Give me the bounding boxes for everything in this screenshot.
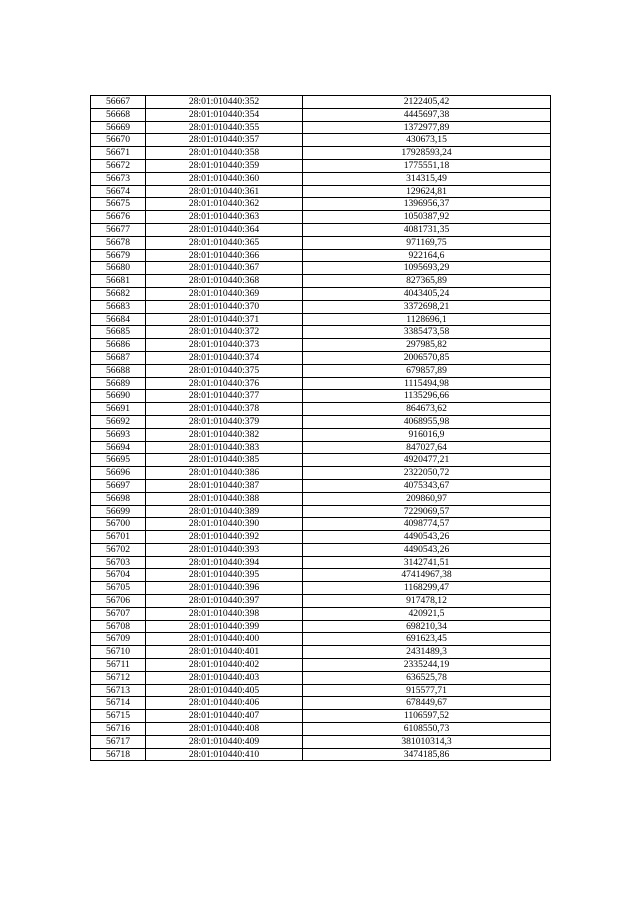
row-number-cell: 56716 bbox=[91, 723, 146, 736]
table-row bbox=[91, 403, 551, 416]
table-row bbox=[91, 185, 551, 198]
cadastral-number-cell: 28:01:010440:393 bbox=[146, 543, 303, 556]
cadastral-number-cell: 28:01:010440:368 bbox=[146, 275, 303, 288]
table-row bbox=[91, 543, 551, 556]
table-row bbox=[91, 249, 551, 262]
cadastral-value-cell: 1050387,92 bbox=[303, 211, 551, 224]
cadastral-number-cell: 28:01:010440:405 bbox=[146, 684, 303, 697]
table-row bbox=[91, 287, 551, 300]
cadastral-value-cell: 917478,12 bbox=[303, 595, 551, 608]
cadastral-value-cell: 2122405,42 bbox=[303, 96, 551, 109]
table-row bbox=[91, 172, 551, 185]
cadastral-value-cell: 314315,49 bbox=[303, 172, 551, 185]
cadastral-value-table bbox=[90, 95, 551, 761]
cadastral-number-cell: 28:01:010440:378 bbox=[146, 403, 303, 416]
cadastral-value-cell: 381010314,3 bbox=[303, 735, 551, 748]
table-row bbox=[91, 710, 551, 723]
row-number-cell: 56681 bbox=[91, 275, 146, 288]
table-row bbox=[91, 108, 551, 121]
cadastral-number-cell: 28:01:010440:389 bbox=[146, 505, 303, 518]
cadastral-value-cell: 2335244,19 bbox=[303, 659, 551, 672]
table-row bbox=[91, 659, 551, 672]
table-row bbox=[91, 531, 551, 544]
cadastral-number-cell: 28:01:010440:399 bbox=[146, 620, 303, 633]
table-row bbox=[91, 121, 551, 134]
row-number-cell: 56692 bbox=[91, 415, 146, 428]
row-number-cell: 56677 bbox=[91, 223, 146, 236]
row-number-cell: 56718 bbox=[91, 748, 146, 761]
cadastral-value-cell: 129624,81 bbox=[303, 185, 551, 198]
row-number-cell: 56670 bbox=[91, 134, 146, 147]
table-row bbox=[91, 223, 551, 236]
cadastral-number-cell: 28:01:010440:372 bbox=[146, 326, 303, 339]
row-number-cell: 56708 bbox=[91, 620, 146, 633]
cadastral-value-cell: 4445697,38 bbox=[303, 108, 551, 121]
cadastral-number-cell: 28:01:010440:357 bbox=[146, 134, 303, 147]
cadastral-number-cell: 28:01:010440:369 bbox=[146, 287, 303, 300]
table-row bbox=[91, 326, 551, 339]
cadastral-value-cell: 4920477,21 bbox=[303, 454, 551, 467]
table-row bbox=[91, 723, 551, 736]
table-row bbox=[91, 134, 551, 147]
row-number-cell: 56711 bbox=[91, 659, 146, 672]
table-row bbox=[91, 620, 551, 633]
cadastral-value-cell: 636525,78 bbox=[303, 671, 551, 684]
table-row bbox=[91, 454, 551, 467]
row-number-cell: 56704 bbox=[91, 569, 146, 582]
cadastral-value-cell: 3474185,86 bbox=[303, 748, 551, 761]
cadastral-number-cell: 28:01:010440:390 bbox=[146, 518, 303, 531]
cadastral-value-cell: 1396956,37 bbox=[303, 198, 551, 211]
cadastral-number-cell: 28:01:010440:362 bbox=[146, 198, 303, 211]
cadastral-value-cell: 7229069,57 bbox=[303, 505, 551, 518]
table-row bbox=[91, 236, 551, 249]
row-number-cell: 56697 bbox=[91, 479, 146, 492]
row-number-cell: 56700 bbox=[91, 518, 146, 531]
cadastral-number-cell: 28:01:010440:407 bbox=[146, 710, 303, 723]
cadastral-number-cell: 28:01:010440:366 bbox=[146, 249, 303, 262]
cadastral-number-cell: 28:01:010440:388 bbox=[146, 492, 303, 505]
table-row bbox=[91, 351, 551, 364]
cadastral-value-cell: 4068955,98 bbox=[303, 415, 551, 428]
cadastral-value-cell: 678449,67 bbox=[303, 697, 551, 710]
table-row bbox=[91, 505, 551, 518]
row-number-cell: 56689 bbox=[91, 377, 146, 390]
table-row bbox=[91, 313, 551, 326]
cadastral-value-cell: 679857,89 bbox=[303, 364, 551, 377]
cadastral-number-cell: 28:01:010440:392 bbox=[146, 531, 303, 544]
cadastral-value-cell: 2431489,3 bbox=[303, 646, 551, 659]
row-number-cell: 56705 bbox=[91, 582, 146, 595]
table-row bbox=[91, 300, 551, 313]
cadastral-value-cell: 47414967,38 bbox=[303, 569, 551, 582]
row-number-cell: 56698 bbox=[91, 492, 146, 505]
cadastral-number-cell: 28:01:010440:361 bbox=[146, 185, 303, 198]
cadastral-value-cell: 827365,89 bbox=[303, 275, 551, 288]
cadastral-value-cell: 698210,34 bbox=[303, 620, 551, 633]
row-number-cell: 56709 bbox=[91, 633, 146, 646]
row-number-cell: 56694 bbox=[91, 441, 146, 454]
table-row bbox=[91, 339, 551, 352]
table-row bbox=[91, 198, 551, 211]
row-number-cell: 56675 bbox=[91, 198, 146, 211]
cadastral-value-cell: 864673,62 bbox=[303, 403, 551, 416]
cadastral-number-cell: 28:01:010440:395 bbox=[146, 569, 303, 582]
cadastral-value-cell: 6108550,73 bbox=[303, 723, 551, 736]
row-number-cell: 56707 bbox=[91, 607, 146, 620]
cadastral-value-cell: 4098774,57 bbox=[303, 518, 551, 531]
cadastral-number-cell: 28:01:010440:396 bbox=[146, 582, 303, 595]
cadastral-value-cell: 297985,82 bbox=[303, 339, 551, 352]
cadastral-value-cell: 847027,64 bbox=[303, 441, 551, 454]
row-number-cell: 56687 bbox=[91, 351, 146, 364]
row-number-cell: 56690 bbox=[91, 390, 146, 403]
cadastral-value-cell: 2006570,85 bbox=[303, 351, 551, 364]
table-row bbox=[91, 275, 551, 288]
cadastral-number-cell: 28:01:010440:376 bbox=[146, 377, 303, 390]
row-number-cell: 56673 bbox=[91, 172, 146, 185]
row-number-cell: 56695 bbox=[91, 454, 146, 467]
cadastral-value-cell: 1775551,18 bbox=[303, 159, 551, 172]
row-number-cell: 56686 bbox=[91, 339, 146, 352]
table-row bbox=[91, 595, 551, 608]
cadastral-value-cell: 971169,75 bbox=[303, 236, 551, 249]
cadastral-value-cell: 922164,6 bbox=[303, 249, 551, 262]
row-number-cell: 56712 bbox=[91, 671, 146, 684]
cadastral-value-cell: 1372977,89 bbox=[303, 121, 551, 134]
cadastral-value-cell: 1095693,29 bbox=[303, 262, 551, 275]
table-row bbox=[91, 684, 551, 697]
row-number-cell: 56699 bbox=[91, 505, 146, 518]
cadastral-value-cell: 4490543,26 bbox=[303, 543, 551, 556]
row-number-cell: 56713 bbox=[91, 684, 146, 697]
cadastral-value-cell: 3142741,51 bbox=[303, 556, 551, 569]
row-number-cell: 56702 bbox=[91, 543, 146, 556]
cadastral-number-cell: 28:01:010440:375 bbox=[146, 364, 303, 377]
cadastral-value-cell: 4081731,35 bbox=[303, 223, 551, 236]
row-number-cell: 56703 bbox=[91, 556, 146, 569]
cadastral-number-cell: 28:01:010440:402 bbox=[146, 659, 303, 672]
cadastral-number-cell: 28:01:010440:400 bbox=[146, 633, 303, 646]
cadastral-number-cell: 28:01:010440:363 bbox=[146, 211, 303, 224]
cadastral-number-cell: 28:01:010440:377 bbox=[146, 390, 303, 403]
cadastral-value-cell: 4043405,24 bbox=[303, 287, 551, 300]
cadastral-value-cell: 420921,5 bbox=[303, 607, 551, 620]
cadastral-value-cell: 916016,9 bbox=[303, 428, 551, 441]
cadastral-value-cell: 3372698,21 bbox=[303, 300, 551, 313]
cadastral-value-cell: 1135296,66 bbox=[303, 390, 551, 403]
cadastral-number-cell: 28:01:010440:360 bbox=[146, 172, 303, 185]
cadastral-number-cell: 28:01:010440:385 bbox=[146, 454, 303, 467]
row-number-cell: 56674 bbox=[91, 185, 146, 198]
cadastral-value-cell: 430673,15 bbox=[303, 134, 551, 147]
row-number-cell: 56691 bbox=[91, 403, 146, 416]
table-row bbox=[91, 748, 551, 761]
cadastral-number-cell: 28:01:010440:383 bbox=[146, 441, 303, 454]
table-row bbox=[91, 518, 551, 531]
cadastral-number-cell: 28:01:010440:367 bbox=[146, 262, 303, 275]
table-row bbox=[91, 569, 551, 582]
cadastral-number-cell: 28:01:010440:397 bbox=[146, 595, 303, 608]
row-number-cell: 56680 bbox=[91, 262, 146, 275]
cadastral-number-cell: 28:01:010440:398 bbox=[146, 607, 303, 620]
row-number-cell: 56715 bbox=[91, 710, 146, 723]
row-number-cell: 56685 bbox=[91, 326, 146, 339]
row-number-cell: 56671 bbox=[91, 147, 146, 160]
cadastral-number-cell: 28:01:010440:410 bbox=[146, 748, 303, 761]
cadastral-number-cell: 28:01:010440:371 bbox=[146, 313, 303, 326]
cadastral-number-cell: 28:01:010440:394 bbox=[146, 556, 303, 569]
table-row bbox=[91, 735, 551, 748]
row-number-cell: 56682 bbox=[91, 287, 146, 300]
table-row bbox=[91, 415, 551, 428]
table-row bbox=[91, 492, 551, 505]
row-number-cell: 56679 bbox=[91, 249, 146, 262]
table-row bbox=[91, 428, 551, 441]
cadastral-number-cell: 28:01:010440:374 bbox=[146, 351, 303, 364]
table-row bbox=[91, 607, 551, 620]
row-number-cell: 56672 bbox=[91, 159, 146, 172]
cadastral-value-cell: 1168299,47 bbox=[303, 582, 551, 595]
table-body bbox=[91, 96, 551, 761]
table-row bbox=[91, 479, 551, 492]
table-row bbox=[91, 390, 551, 403]
table-row bbox=[91, 147, 551, 160]
cadastral-value-cell: 1128696,1 bbox=[303, 313, 551, 326]
cadastral-number-cell: 28:01:010440:373 bbox=[146, 339, 303, 352]
cadastral-number-cell: 28:01:010440:387 bbox=[146, 479, 303, 492]
row-number-cell: 56696 bbox=[91, 467, 146, 480]
cadastral-value-cell: 1106597,52 bbox=[303, 710, 551, 723]
cadastral-number-cell: 28:01:010440:364 bbox=[146, 223, 303, 236]
table-row bbox=[91, 262, 551, 275]
table-row bbox=[91, 467, 551, 480]
table-row bbox=[91, 671, 551, 684]
cadastral-number-cell: 28:01:010440:408 bbox=[146, 723, 303, 736]
cadastral-number-cell: 28:01:010440:359 bbox=[146, 159, 303, 172]
row-number-cell: 56717 bbox=[91, 735, 146, 748]
cadastral-value-cell: 915577,71 bbox=[303, 684, 551, 697]
row-number-cell: 56669 bbox=[91, 121, 146, 134]
cadastral-number-cell: 28:01:010440:406 bbox=[146, 697, 303, 710]
table-row bbox=[91, 556, 551, 569]
row-number-cell: 56678 bbox=[91, 236, 146, 249]
table-row bbox=[91, 441, 551, 454]
table-row bbox=[91, 364, 551, 377]
cadastral-number-cell: 28:01:010440:355 bbox=[146, 121, 303, 134]
row-number-cell: 56684 bbox=[91, 313, 146, 326]
table-row bbox=[91, 582, 551, 595]
cadastral-number-cell: 28:01:010440:358 bbox=[146, 147, 303, 160]
cadastral-value-cell: 209860,97 bbox=[303, 492, 551, 505]
row-number-cell: 56706 bbox=[91, 595, 146, 608]
cadastral-number-cell: 28:01:010440:401 bbox=[146, 646, 303, 659]
row-number-cell: 56683 bbox=[91, 300, 146, 313]
table-row bbox=[91, 697, 551, 710]
cadastral-value-cell: 691623,45 bbox=[303, 633, 551, 646]
cadastral-number-cell: 28:01:010440:370 bbox=[146, 300, 303, 313]
row-number-cell: 56701 bbox=[91, 531, 146, 544]
row-number-cell: 56668 bbox=[91, 108, 146, 121]
cadastral-number-cell: 28:01:010440:382 bbox=[146, 428, 303, 441]
cadastral-value-cell: 1115494,98 bbox=[303, 377, 551, 390]
row-number-cell: 56693 bbox=[91, 428, 146, 441]
table-row bbox=[91, 211, 551, 224]
table-row bbox=[91, 633, 551, 646]
cadastral-value-cell: 17928593,24 bbox=[303, 147, 551, 160]
cadastral-number-cell: 28:01:010440:409 bbox=[146, 735, 303, 748]
row-number-cell: 56667 bbox=[91, 96, 146, 109]
row-number-cell: 56676 bbox=[91, 211, 146, 224]
cadastral-number-cell: 28:01:010440:354 bbox=[146, 108, 303, 121]
row-number-cell: 56714 bbox=[91, 697, 146, 710]
table-row bbox=[91, 96, 551, 109]
cadastral-number-cell: 28:01:010440:365 bbox=[146, 236, 303, 249]
row-number-cell: 56710 bbox=[91, 646, 146, 659]
cadastral-value-cell: 3385473,58 bbox=[303, 326, 551, 339]
cadastral-number-cell: 28:01:010440:352 bbox=[146, 96, 303, 109]
cadastral-value-cell: 4490543,26 bbox=[303, 531, 551, 544]
cadastral-value-cell: 2322050,72 bbox=[303, 467, 551, 480]
table-row bbox=[91, 646, 551, 659]
cadastral-value-cell: 4075343,67 bbox=[303, 479, 551, 492]
table-row bbox=[91, 159, 551, 172]
cadastral-number-cell: 28:01:010440:386 bbox=[146, 467, 303, 480]
cadastral-number-cell: 28:01:010440:403 bbox=[146, 671, 303, 684]
row-number-cell: 56688 bbox=[91, 364, 146, 377]
table-row bbox=[91, 377, 551, 390]
cadastral-number-cell: 28:01:010440:379 bbox=[146, 415, 303, 428]
